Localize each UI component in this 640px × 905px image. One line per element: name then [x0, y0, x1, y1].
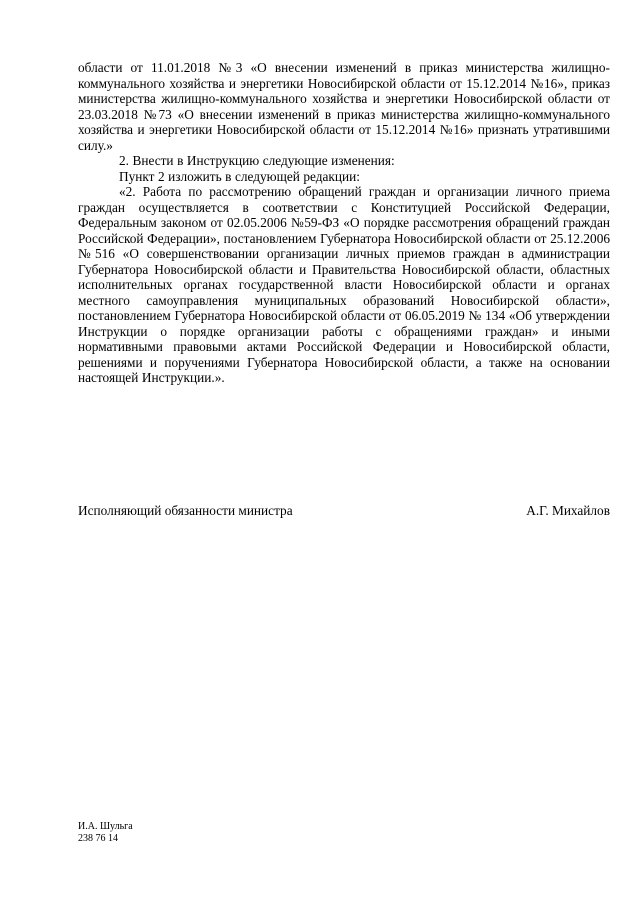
- signatory-position: Исполняющий обязанности министра: [78, 503, 293, 518]
- paragraph-continuation: области от 11.01.2018 №3 «О внесении изменений в приказ министерства жилищно-коммунального хозяйства и энергетики Новосибирской области от 15.12.2014 №16», приказ министерства жилищно-коммунального хозяйства и энергетики Новосибирской области от 23.03.2018 №73 «О внесении изменений в приказ министерства жилищно-коммунального хозяйства и энергетики Новосибирской области от 15.12.2014 №16» признать утратившими силу.»: [78, 60, 610, 153]
- signatory-name: А.Г. Михайлов: [526, 503, 610, 518]
- signature-block: [78, 503, 610, 519]
- executor-name: И.А. Шульга: [78, 821, 133, 832]
- executor-phone: 238 76 14: [78, 833, 118, 844]
- paragraph-point-2-intro: Пункт 2 изложить в следующей редакции:: [119, 168, 360, 184]
- document-body: [78, 60, 610, 386]
- paragraph-point-2-text: «2. Работа по рассмотрению обращений граждан и организации личного приема граждан осуществляется в соответствии с Конституцией Российской Федерации, Федеральным законом от 02.05.2006 №59-ФЗ «О порядке рассмотрения обращений граждан Российской Федерации», постановлением Губернатора Новосибирской области от 25.12.2006 №516 «О совершенствовании организации личных приемов граждан в администрации Губернатора Новосибирской области и Правительства Новосибирской области, областных исполнительных органах государственной власти Новосибирской области и органах местного самоуправления муниципальных образований Новосибирской области», постановлением Губернатора Новосибирской области от 06.05.2019 № 134 «Об утверждении Инструкции о порядке организации работы с обращениями граждан» и иными нормативными правовыми актами Российской Федерации и Новосибирской области, решениями и поручениями Губернатора Новосибирской области, а также на основании настоящей Инструкции.».: [78, 184, 610, 385]
- paragraph-item-2: 2. Внести в Инструкцию следующие изменения:: [119, 153, 395, 168]
- executor-footer: [78, 821, 133, 845]
